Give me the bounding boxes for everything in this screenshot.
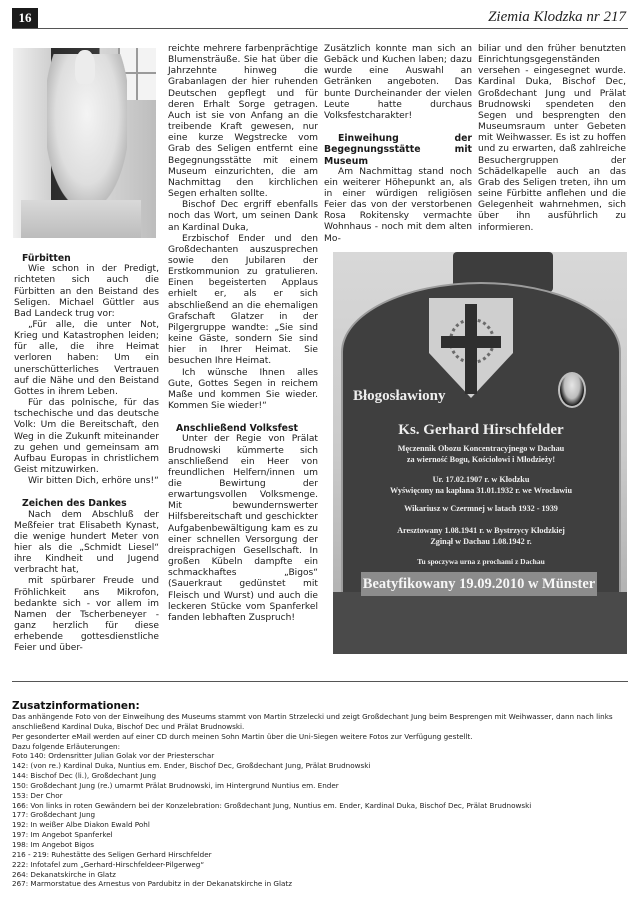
heading-zeichen-des-dankes: Zeichen des Dankes <box>22 498 127 510</box>
inscription-lines-2 <box>341 474 621 496</box>
inscription-line: Męczennik Obozu Koncentracyjnego w Dachau <box>397 444 565 453</box>
cross-icon <box>465 304 477 394</box>
info-line: 177: Großdechant Jung <box>12 810 96 820</box>
heading-fuerbitten: Fürbitten <box>22 253 71 264</box>
paragraph: Wir bitten Dich, erhöre uns!“ <box>28 476 159 487</box>
paragraph: Zusätzlich konnte man sich an Gebäck und Kuchen laben; dazu wurde eine Auswahl an Getränken angeboten. Das bunte Durcheinander der vielen Leute hatte durchaus Volksfestcharakter! <box>324 44 472 121</box>
info-line: Foto 140: Ordensritter Julian Golak vor der Priesterschar <box>12 751 215 761</box>
info-line: 153: Der Chor <box>12 790 63 800</box>
inscription-line: za wierność Bogu, Kościołowi i Młodzieży! <box>406 455 556 464</box>
paragraph: Nach dem Abschluß der Meßfeier trat Elisabeth Kynast, die wenige hundert Meter von hier als die „Schmidt Liesel“ ihre Kindheit und Jugend verbracht hat, <box>14 509 159 576</box>
magazine-title: Ziemia Klodzka nr 217 <box>488 9 626 25</box>
statue-head <box>75 50 95 84</box>
paragraph: Erzbischof Ender und den Großdechanten auszusprechen sowie den Jubilaren der Erstkommunion zu gratulieren. Einen begeisterten Applaus erhielt er, als er sich abschließend an die ehemaligen Grafschaft Glatzer in der Pilgergruppe wandte: „Sie sind keine Gäste, sondern Sie sind hier in Ihrer Heimat. Sie besuchen Ihre Heimat. <box>168 233 318 367</box>
header-divider <box>12 28 628 29</box>
paragraph: Wie schon in der Predigt, richteten sich auch die Fürbitten an den Beistand des Seligen. Michael Güttler aus Bad Landeck trug vor: <box>14 264 159 319</box>
column-4 <box>478 44 626 234</box>
inscription-name: Ks. Gerhard Hirschfelder <box>398 422 564 438</box>
info-line: Per gesonderter eMail werden auf einer CD durch meinen Sohn Martin über die Uni-Siegen weitere Fotos zur Verfügung gestellt. <box>12 731 473 741</box>
page-header <box>12 8 628 30</box>
paragraph: Am Nachmittag stand noch ein weiterer Höhepunkt an, als in einer würdigen religiösen Feier das von der verstorbenen Rosa Rokitensky vermachte Wohnhaus - noch mit dem alten Mo- <box>324 166 472 244</box>
inscription-title: Błogosławiony <box>353 388 446 404</box>
inscription-line: Zginął w Dachau 1.08.1942 r. <box>430 537 532 546</box>
column-1 <box>14 253 159 655</box>
inscription-lines-1 <box>341 443 621 465</box>
info-line: 222: Infotafel zum „Gerhard-Hirschfeldeer-Pilgerweg“ <box>12 859 205 869</box>
column-3 <box>324 44 472 245</box>
paragraph: reichte mehrere farbenprächtige Blumensträuße. Sie hat über die Jahrzehnte hinweg die Grabanlagen der hier ruhenden Deutschen gepflegt und für deren Erhalt Sorge getragen. Auch ist sie von Anfang an die treibende Kraft gewesen, nur eine kurze Wegstrecke vom Grab des Seligen entfernt eine Begegnungsstätte mit einem Museum einzurichten, die am Nachmittag den kirchlichen Segen erhalten sollte. <box>168 44 318 200</box>
info-line: 192: In weißer Albe Diakon Ewald Pohl <box>12 820 150 830</box>
paragraph: Für das polnische, für das tschechische und das deutsche Volk: Um die Bereitschaft, den Weg in die Zukunft miteinander zu gehen und gemeinsam am Aufbau Europas in christlichem Geist mitzuwirken. <box>14 398 159 476</box>
paragraph: Unter der Regie von Prälat Brudnowski kümmerte sich anschließend ein Heer von freundlichen Helfern/innen um die Bewirtung der erwartungsvollen Volksmenge. Mit bewundernswerter Hilfsbereitschaft und geschickter Aufgabenbewältigung kam es zu einer schnellen Versorgung der dreisprachigen Gesellschaft. In großen Kübeln dampfte ein schmackhaftes „Bigos“ (Sauerkraut gedünstet mit Fleisch und Wurst) und auch die leckeren Stücke vom Spanferkel fanden lebhaften Zuspruch! <box>168 434 318 623</box>
info-line: 197: Im Angebot Spanferkel <box>12 830 113 840</box>
cross-bar <box>441 336 501 348</box>
section-divider <box>12 681 628 682</box>
page-number: 16 <box>12 8 38 28</box>
inscription-line: Wyświęcony na kapłana 31.01.1932 r. we Wrocławiu <box>389 486 573 495</box>
paragraph: Ich wünsche Ihnen alles Gute, Gottes Segen in reichem Maße und kommen Sie wieder. Kommen Sie wieder!“ <box>168 367 318 411</box>
info-line: Das anhängende Foto von der Einweihung des Museums stammt von Martin Strzelecki und zeigt Großdechant Jung beim Besprengen mit Weihwasser, dann nach links anschließend Kardinal Duka, Bischof Dec und Prälat Brudnowski. <box>12 712 613 731</box>
grave-photo <box>333 252 627 654</box>
inscription-line: Aresztowany 1.08.1941 r. w Bystrzycy Kłodzkiej <box>397 526 565 535</box>
info-line: 264: Dekanatskirche in Glatz <box>12 869 116 879</box>
paragraph: biliar und den früher benutzten Einrichtungsgegenständen versehen - eingesegnet wurde. Kardinal Duka, Bischof Dec, Großdechant Jung und Prälat Brudnowski spendeten den Segen und besprengten den Museumsraum unter Gebeten mit Weihwasser. Es ist zu hoffen und zu erwarten, daß zahlreiche Besuchergruppen der Schädelkapelle auch an das Grab des Seligen treten, ihn um seine Fürbitte anflehen und die Gelegenheit wahrnehmen, sich über ihn ausführlich zu informieren. <box>478 44 626 233</box>
info-line: 267: Marmorstatue des Arnestus von Pardubitz in der Dekanatskirche in Glatz <box>12 879 292 889</box>
statue-photo <box>13 48 156 238</box>
info-line: Dazu folgende Erläuterungen: <box>12 741 121 751</box>
info-line: 142: (von re.) Kardinal Duka, Nuntius em. Ender, Bischof Dec, Großdechant Jung, Prälat Brudnowski <box>12 761 371 771</box>
column-2 <box>168 44 318 624</box>
info-line: 216 - 219: Ruhestätte des Seligen Gerhard Hirschfelder <box>12 849 212 859</box>
beatification-banner: Beatyfikowany 19.09.2010 w Münster <box>361 572 597 596</box>
info-line: 198: Im Angebot Bigos <box>12 839 94 849</box>
inscription-line: Tu spoczywa urna z prochami z Dachau <box>417 557 545 566</box>
priest-portrait <box>558 372 586 408</box>
additional-info-heading: Zusatzinformationen: <box>12 700 140 712</box>
info-line: 150: Großdechant Jung (re.) umarmt Prälat Brudnowski, im Hintergrund Nuntius em. Ender <box>12 780 339 790</box>
inscription-lines-3 <box>341 525 621 547</box>
statue-pedestal <box>21 200 141 238</box>
additional-info <box>12 700 632 889</box>
grave-base <box>333 592 627 654</box>
paragraph: „Für alle, die unter Not, Krieg und Katastrophen leiden; für alle, die ihre Heimat verloren haben: Um ein unerschütterliches Vertrauen auf die Nähe und den Beistand Gottes in ihrem Leben. <box>14 319 159 397</box>
paragraph: mit spürbarer Freude und Fröhlichkeit ans Mikrofon, bedankte sich - vor allem im Namen der Tscherbeneyer - ganz herzlich für diese erhebende gottesdienstliche Feier und über- <box>14 576 159 654</box>
info-line: 166: Von links in roten Gewändern bei der Konzelebration: Großdechant Jung, Nuntius em. Ender, Kardinal Duka, Bischof Dec, Prälat Brudnowski <box>12 800 532 810</box>
heading-volksfest: Anschließend Volksfest <box>176 423 298 435</box>
info-line: 144: Bischof Dec (li.), Großdechant Jung <box>12 771 157 781</box>
inscription-line: Wikariusz w Czermnej w latach 1932 - 1939 <box>404 504 558 513</box>
heading-einweihung: Einweihung der Begegnungsstätte mit Museum <box>324 133 472 167</box>
inscription-line: Ur. 17.02.1907 r. w Kłodzku <box>432 475 530 484</box>
paragraph: Bischof Dec ergriff ebenfalls noch das Wort, um seinen Dank an Kardinal Duka, <box>168 200 318 233</box>
